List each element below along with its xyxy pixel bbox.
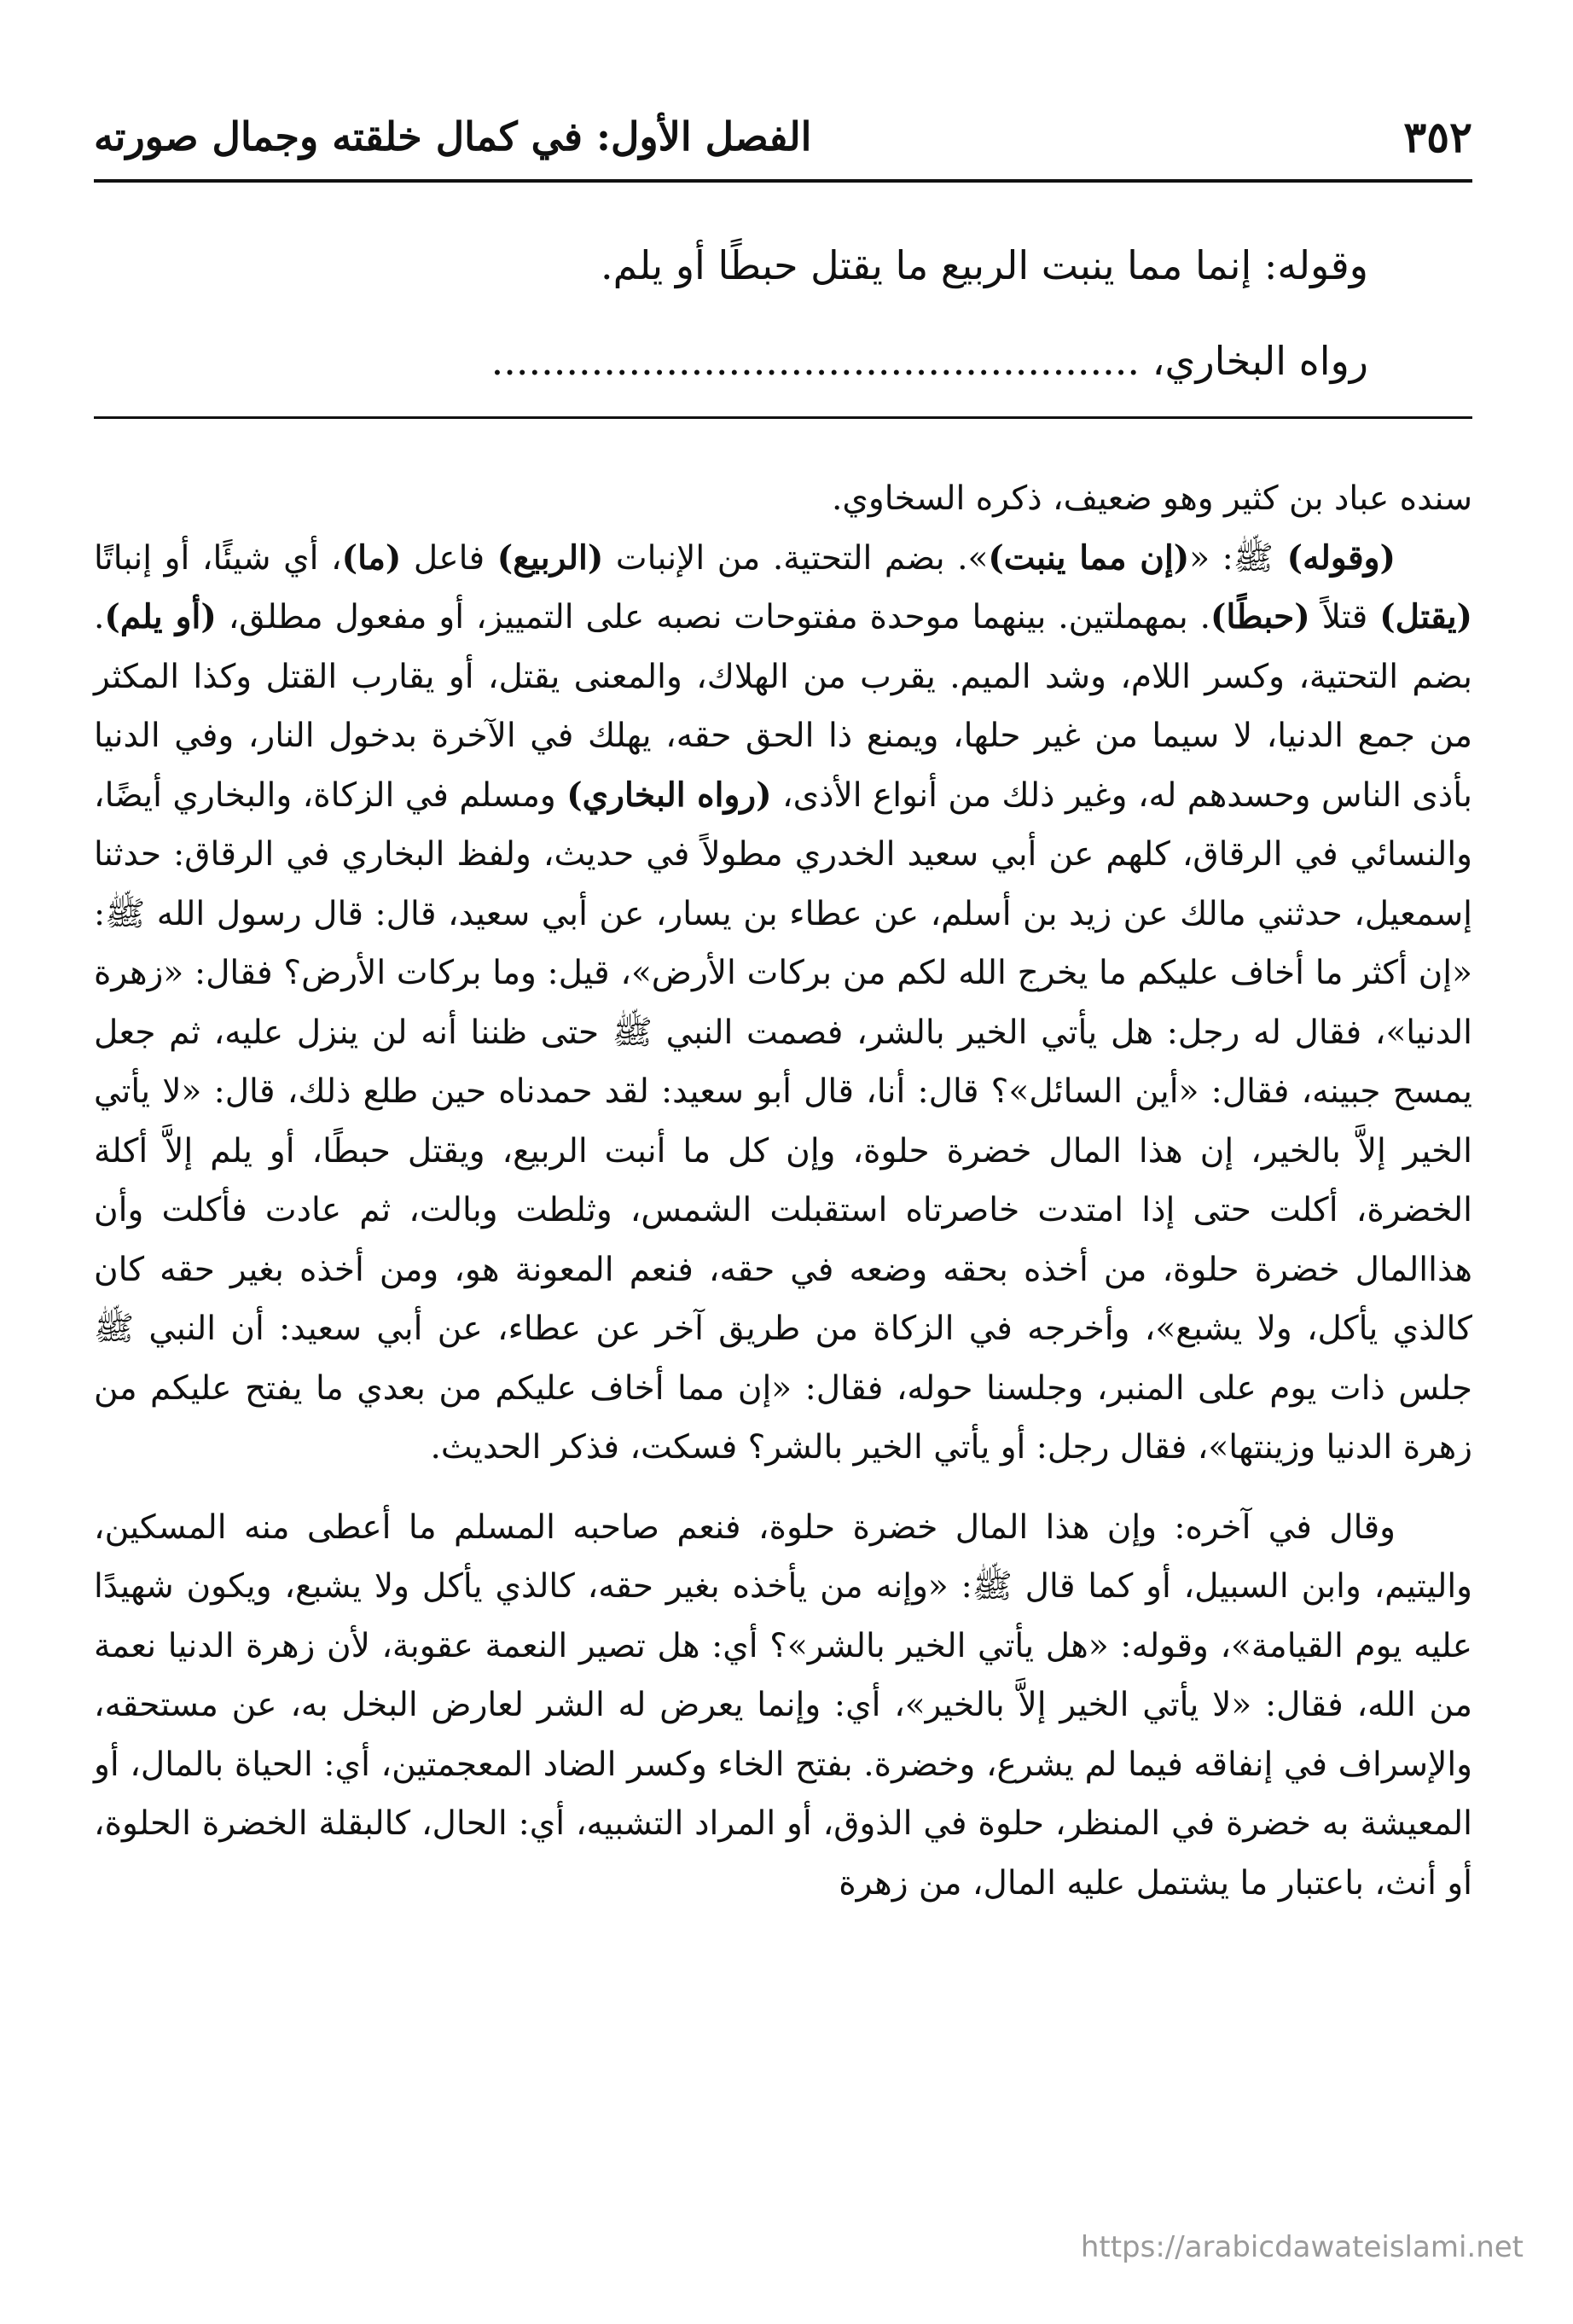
text-run: . بمهملتين. بينهما موحدة مفتوحات نصبه على التمييز، أو مفعول مطلق، xyxy=(216,598,1211,636)
bold-lemma: (الربيع) xyxy=(496,537,604,578)
matn-line: وقوله: إنما مما ينبت الربيع ما يقتل حبطًا أو يلم. xyxy=(600,242,1368,288)
matn-dots: .................................................... xyxy=(490,338,1140,384)
commentary-paragraph-2 xyxy=(94,529,1472,1478)
running-title: الفصل الأول: في كمال خلقته وجمال صورته xyxy=(94,113,812,160)
text-run: ، أي شيئًا، أو إنباتًا xyxy=(94,538,342,578)
bold-lemma: (وقوله) xyxy=(1273,537,1396,578)
text-run: ». بضم التحتية. من الإنبات xyxy=(603,538,989,578)
bold-lemma: (يقتل) xyxy=(1379,597,1472,636)
bold-lemma: (أو يلم) xyxy=(104,597,217,636)
text-run: . بضم التحتية، وكسر اللام، وشد الميم. يقرب من الهلاك، والمعنى يقتل، أو يقارب القتل وكذا المكثر من جمع الدنيا، لا سيما من غير حلها، ويمنع ذا الحق حقه، يهلك في الآخرة بدخول النار، وفي الدنيا بأذى الناس وحسدهم له، وغير ذلك من أنواع الأذى، xyxy=(94,598,1472,815)
header-rule xyxy=(94,179,1472,183)
matn-separator-rule xyxy=(94,416,1472,419)
commentary-body xyxy=(94,469,1472,1913)
text-run: ومسلم في الزكاة، والبخاري أيضًا، والنسائي في الرقاق، كلهم عن أبي سعيد الخدري مطولاً في حديث، ولفظ البخاري في الرقاق: حدثنا إسمعيل، حدثني مالك عن زيد بن أسلم، عن عطاء بن يسار، عن أبي سعيد، قال: قال رسول الله ﷺ: «إن أكثر ما أخاف عليكم ما يخرج الله لكم من بركات الأرض»، قيل: وما بركات الأرض؟ فقال: «زهرة الدنيا»، فقال له رجل: هل يأتي الخير بالشر، فصمت النبي ﷺ حتى ظننا أنه لن ينزل عليه، ثم جعل يمسح جبينه، فقال: «أين السائل»؟ قال: أنا، قال أبو سعيد: لقد حمدناه حين طلع ذلك، قال: «لا يأتي الخير إلاَّ بالخير، إن هذا المال خضرة حلوة، وإن كل ما أنبت الربيع، ويقتل حبطًا، أو يلم إلاَّ أكلة الخضرة، أكلت حتى إذا امتدت خاصرتاه استقبلت الشمس، وثلطت وبالت، ثم عادت فأكلت وأن هذاالمال خضرة حلوة، من أخذه بحقه وضعه في حقه، فنعم المعونة هو، ومن أخذه بغير حقه كان كالذي يأكل، ولا يشبع»، وأخرجه في الزكاة من طريق آخر عن عطاء، عن أبي سعيد: أن النبي ﷺ جلس ذات يوم على المنبر، وجلسنا حوله، فقال: «إن مما أخاف عليكم من بعدي ما يفتح عليكم من زهرة الدنيا وزينتها»، فقال رجل: أو يأتي الخير بالشر؟ فسكت، فذكر الحديث. xyxy=(94,776,1472,1467)
commentary-paragraph-3: وقال في آخره: وإن هذا المال خضرة حلوة، فنعم صاحبه المسلم ما أعطى منه المسكين، واليتيم، وابن السبيل، أو كما قال ﷺ: «وإنه من يأخذه بغير حقه، كالذي يأكل ولا يشبع، ويكون شهيدًا عليه يوم القيامة»، وقوله: «هل يأتي الخير بالشر»؟ أي: هل تصير النعمة عقوبة، لأن زهرة الدنيا نعمة من الله، فقال: «لا يأتي الخير إلاَّ بالخير»، أي: وإنما يعرض له الشر لعارض البخل به، عن مستحقه، والإسراف في إنفاقه فيما لم يشرع، وخضرة. بفتح الخاء وكسر الضاد المعجمتين، أي: الحياة بالمال، أو المعيشة به خضرة في المنظر، حلوة في الذوق، أو المراد التشبيه، أي: الحال، كالبقلة الخضرة الحلوة، أو أنث، باعتبار ما يشتمل عليه المال، من زهرة xyxy=(94,1508,1473,1903)
bold-lemma: (إن مما ينبت) xyxy=(988,537,1190,578)
text-run: فاعل xyxy=(401,538,497,578)
bold-lemma: (ما) xyxy=(341,537,402,578)
matn-block xyxy=(94,218,1368,409)
commentary-paragraph-1: سنده عباد بن كثير وهو ضعيف، ذكره السخاوي. xyxy=(832,479,1472,518)
site-watermark: https://arabicdawateislami.net xyxy=(1080,2230,1524,2264)
matn-attribution: رواه البخاري، xyxy=(1152,338,1368,384)
bold-lemma: (رواه البخاري) xyxy=(566,775,772,815)
text-run: ﷺ: « xyxy=(1189,538,1274,578)
bold-lemma: (حبطًا) xyxy=(1210,597,1310,636)
page-header xyxy=(94,102,1472,171)
matn-line xyxy=(94,313,1368,409)
page-number: ٣٥٢ xyxy=(1403,111,1472,162)
text-run: قتلاً xyxy=(1309,598,1380,636)
